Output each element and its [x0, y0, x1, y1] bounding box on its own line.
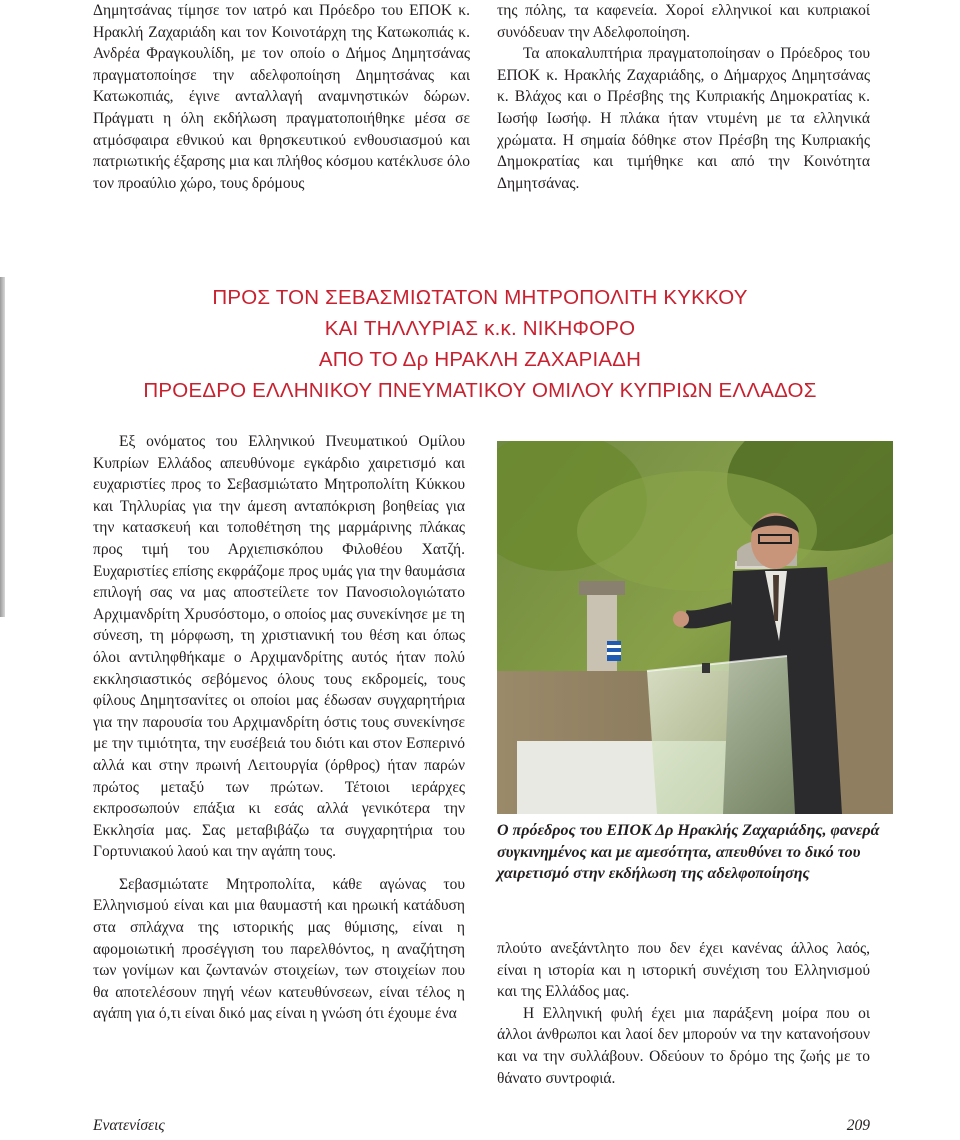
heading-line-4: ΠΡΟΕΔΡΟ ΕΛΛΗΝΙΚΟΥ ΠΝΕΥΜΑΤΙΚΟΥ ΟΜΙΛΟΥ ΚΥΠΡΙΩΝ ΕΛΛΑΔΟΣ: [143, 379, 817, 402]
top-right-column: [497, 0, 870, 194]
page-edge-shadow: [0, 277, 5, 617]
heading-line-1: ΠΡΟΣ ΤΟΝ ΣΕΒΑΣΜΙΩΤΑΤΟΝ ΜΗΤΡΟΠΟΛΙΤΗ ΚΥΚΚΟΥ: [212, 286, 748, 309]
article-body-left: [93, 431, 465, 1025]
top-left-column: [93, 0, 470, 194]
heading-line-2: ΚΑΙ ΤΗΛΛΥΡΙΑΣ κ.κ. ΝΙΚΗΦΟΡΟ: [324, 317, 636, 340]
article-heading: [60, 282, 900, 406]
body-left-paragraph-2: Σεβασμιώτατε Μητροπολίτα, κάθε αγώνας του Ελληνισμού είναι και μια θαυμαστή και ηρωική κατάδυση στα σπλάχνα της ιστορικής μας θύμισης, είναι η αφομοιωτική προσέγγιση του παρελθόντος, η αναζήτηση των γονίμων και ζωντανών στοιχείων, των στοιχείων που θα αποτελέσουν πηγή νέων κατευθύνσεων, είναι τέλος η αγάπη για ό,τι είναι δικό μας είναι η γνώση ότι έχουμε ένα: [93, 875, 465, 1023]
top-left-paragraph: Δημητσάνας τίμησε τον ιατρό και Πρόεδρο του ΕΠΟΚ κ. Ηρακλή Ζαχαριάδη και τον Κοινοτάρχη της Κατωκοπιάς κ. Ανδρέα Φραγκουλίδη, με τον οποίο ο Δήμος Δημητσάνας πραγματοποίησε την αδελφοποίηση Δημητσάνας και Κατωκοπιάς, έγινε ανταλλαγή αναμνηστικών δώρων. Πράγματι η όλη εκδήλωση πραγματοποιήθηκε μέσα σε ατμόσφαιρα εθνικού και θρησκευτικού ενθουσιασμού και πατριωτικής έξαρσης μια και πλήθος κόσμου κατέκλυσε όλο τον προαύλιο χώρο, τους δρόμους: [93, 2, 470, 192]
top-right-paragraph-1: της πόλης, τα καφενεία. Χοροί ελληνικοί και κυπριακοί συνόδευαν την Αδελφοποίηση.: [497, 2, 870, 41]
body-left-paragraph-1: Εξ ονόματος του Ελληνικού Πνευματικού Ομίλου Κυπρίων Ελλάδος απευθύνομε εγκάρδιο χαιρετισμό και ευχαριστίες προς το Σεβασμιώτατο Μητροπολίτη Κύκκου και Τηλλυρίας για την άμεση ανταπόκριση βοηθείας για την κατασκευή και τοποθέτηση της μαρμάρινης πλάκας προς τιμή του Αρχιεπισκόπου Φιλοθέου Χατζή. Ευχαριστίες επίσης εκφράζομε προς υμάς για την θαυμάσια επιλογή σας να μας αποστείλετε τον Πανοσιολογιώτατο Αρχιμανδρίτη Χρυσόστομο, ο οποίος μας συνεκίνησε με τη σύνεση, τη μόρφωση, τη χριστιανική του θέση και όπως όλοι αντιληφθήκαμε ο Αρχιμανδρίτης αυτός ήταν πολύ εκκλησιαστικός σεβόμενος όλους τους εκδρομείς, τους φίλους Δημητσανίτες οι οποίοι μας έδωσαν συγχαρητήρια για την παρουσία του Αρχιμανδρίτη όστις τους συνεκίνησε με την τιμιότητα, την ευσέβειά του διότι και στον Εσπερινό αλλά και στην πρωινή Λειτουργία (όρθρος) ήταν παρών πρώτος μεταξύ των πρώτων. Τέτοιοι ιεράρχες εκπροσωπούν επάξια κι εσάς αλλά γενικότερα την Εκκλησία μας. Σας μεταβιβάζω τα συγχαρητήρια του Γορτυνιακού λαού και την αγάπη τους.: [93, 433, 465, 861]
article-body-right: [497, 938, 870, 1089]
photo-caption: Ο πρόεδρος του ΕΠΟΚ Δρ Ηρακλής Ζαχαριάδης, φανερά συγκινημένος και με αμεσότητα, απευθύνει το δικό του χαιρετισμό στην εκδήλωση της αδελφοποίησης: [497, 822, 880, 883]
footer-page-number: 209: [846, 1117, 870, 1134]
heading-line-3: ΑΠΟ ΤΟ Δρ ΗΡΑΚΛΗ ΖΑΧΑΡΙΑΔΗ: [318, 348, 642, 371]
speaker-photo: [497, 441, 893, 814]
footer-publication-title: Ενατενίσεις: [93, 1117, 165, 1134]
body-right-paragraph-1: πλούτο ανεξάντλητο που δεν έχει κανένας άλλος λαός, είναι η ιστορία και η ιστορική συνέχιση του Ελληνισμού και της Ελλάδος μας.: [497, 940, 870, 1001]
body-right-paragraph-2: Η Ελληνική φυλή έχει μια παράξενη μοίρα που οι άλλοι άνθρωποι και λαοί δεν μπορούν να την κατανοήσουν και να την συλλάβουν. Οδεύουν το δρόμο της ζωής με το θάνατο συντροφιά.: [497, 1004, 870, 1087]
top-right-paragraph-2: Τα αποκαλυπτήρια πραγματοποίησαν ο Πρόεδρος του ΕΠΟΚ κ. Ηρακλής Ζαχαριάδης, ο Δήμαρχος Δημητσάνας κ. Βλάχος και ο Πρέσβης της Κυπριακής Δημοκρατίας κ. Ιωσήφ Ιωσήφ. Η πλάκα ήταν ντυμένη με τα ελληνικά χρώματα. Η σημαία δόθηκε στον Πρέσβη της Κυπριακής Δημοκρατίας και τιμήθηκε και από την Κοινότητα Δημητσάνας.: [497, 45, 870, 192]
